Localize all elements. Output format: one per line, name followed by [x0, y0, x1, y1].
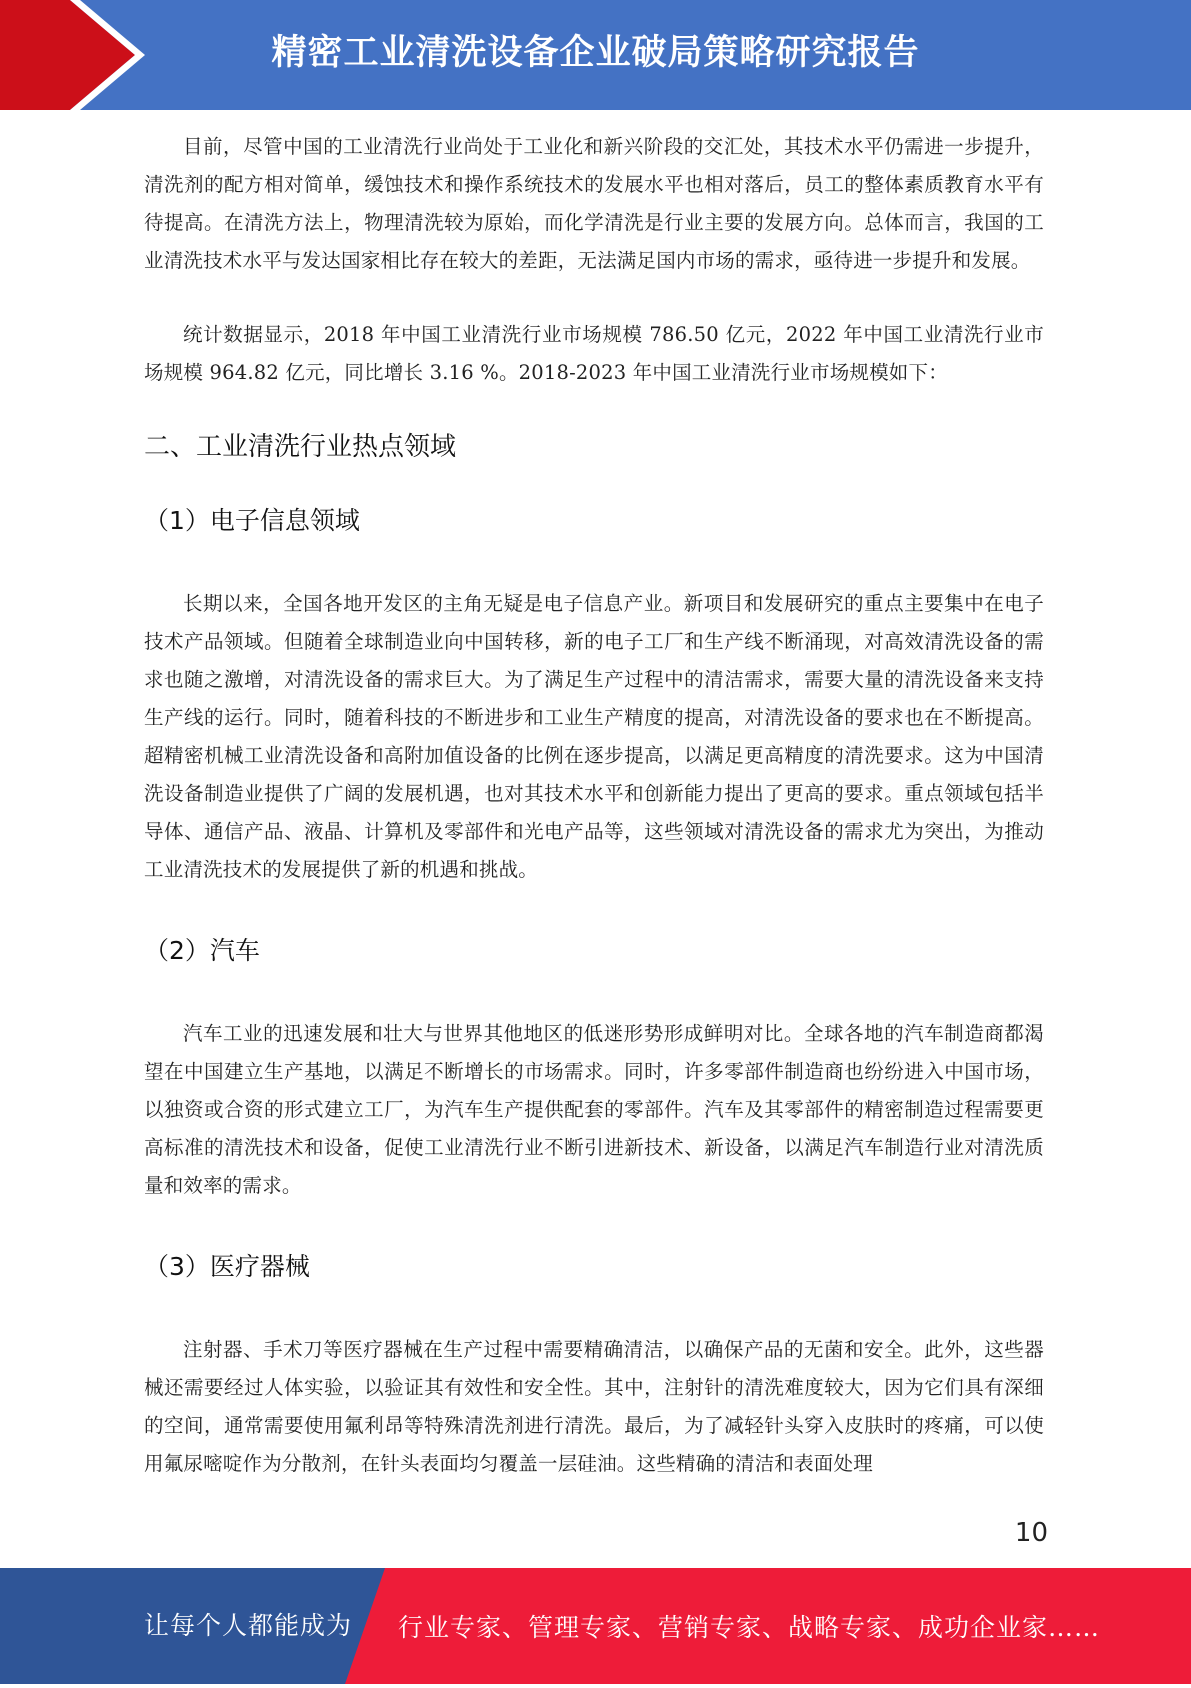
subsection-heading-electronics: （1）电子信息领域: [144, 506, 360, 535]
footer-band: [0, 1568, 1191, 1684]
document-body: [144, 128, 1044, 1483]
page-number: 10: [1014, 1518, 1048, 1548]
section-heading: 二、工业清洗行业热点领域: [144, 432, 457, 462]
footer-slogan-right: 行业专家、管理专家、营销专家、战略专家、成功企业家……: [398, 1613, 1101, 1642]
medical-paragraph: 注射器、手术刀等医疗器械在生产过程中需要精确清洁，以确保产品的无菌和安全。此外，这些器械还需要经过人体实验，以验证其有效性和安全性。其中，注射针的清洗难度较大，因为它们具有深细的空间，通常需要使用氟利昂等特殊清洗剂进行清洗。最后，为了减轻针头穿入皮肤时的疼痛，可以使用氟尿嘧啶作为分散剂，在针头表面均匀覆盖一层硅油。这些精确的清洁和表面处理: [144, 1338, 1044, 1475]
intro-paragraph: 目前，尽管中国的工业清洗行业尚处于工业化和新兴阶段的交汇处，其技术水平仍需进一步提升，清洗剂的配方相对简单，缓蚀技术和操作系统技术的发展水平也相对落后，员工的整体素质教育水平有待提高。在清洗方法上，物理清洗较为原始，而化学清洗是行业主要的发展方向。总体而言，我国的工业清洗技术水平与发达国家相比存在较大的差距，无法满足国内市场的需求，亟待进一步提升和发展。: [144, 135, 1044, 272]
subsection-heading-automotive: （2）汽车: [144, 936, 260, 965]
electronics-paragraph: 长期以来，全国各地开发区的主角无疑是电子信息产业。新项目和发展研究的重点主要集中在电子技术产品领域。但随着全球制造业向中国转移，新的电子工厂和生产线不断涌现，对高效清洗设备的需求也随之激增，对清洗设备的需求巨大。为了满足生产过程中的清洁需求，需要大量的清洗设备来支持生产线的运行。同时，随着科技的不断进步和工业生产精度的提高，对清洗设备的要求也在不断提高。超精密机械工业清洗设备和高附加值设备的比例在逐步提高，以满足更高精度的清洗要求。这为中国清洗设备制造业提供了广阔的发展机遇，也对其技术水平和创新能力提出了更高的要求。重点领域包括半导体、通信产品、液晶、计算机及零部件和光电产品等，这些领域对清洗设备的需求尤为突出，为推动工业清洗技术的发展提供了新的机遇和挑战。: [144, 592, 1044, 881]
report-title: 精密工业清洗设备企业破局策略研究报告: [271, 33, 920, 73]
header-band: [0, 0, 1191, 110]
subsection-heading-medical: （3）医疗器械: [144, 1252, 310, 1281]
footer-slogan-left: 让每个人都能成为: [144, 1611, 353, 1640]
statistics-paragraph: 统计数据显示，2018 年中国工业清洗行业市场规模 786.50 亿元，2022 年中国工业清洗行业市场规模 964.82 亿元，同比增长 3.16 %。2018-2023 年中国工业清洗行业市场规模如下：: [144, 323, 1044, 384]
automotive-paragraph: 汽车工业的迅速发展和壮大与世界其他地区的低迷形势形成鲜明对比。全球各地的汽车制造商都渴望在中国建立生产基地，以满足不断增长的市场需求。同时，许多零部件制造商也纷纷进入中国市场，以独资或合资的形式建立工厂，为汽车生产提供配套的零部件。汽车及其零部件的精密制造过程需要更高标准的清洗技术和设备，促使工业清洗行业不断引进新技术、新设备，以满足汽车制造行业对清洗质量和效率的需求。: [144, 1022, 1044, 1197]
